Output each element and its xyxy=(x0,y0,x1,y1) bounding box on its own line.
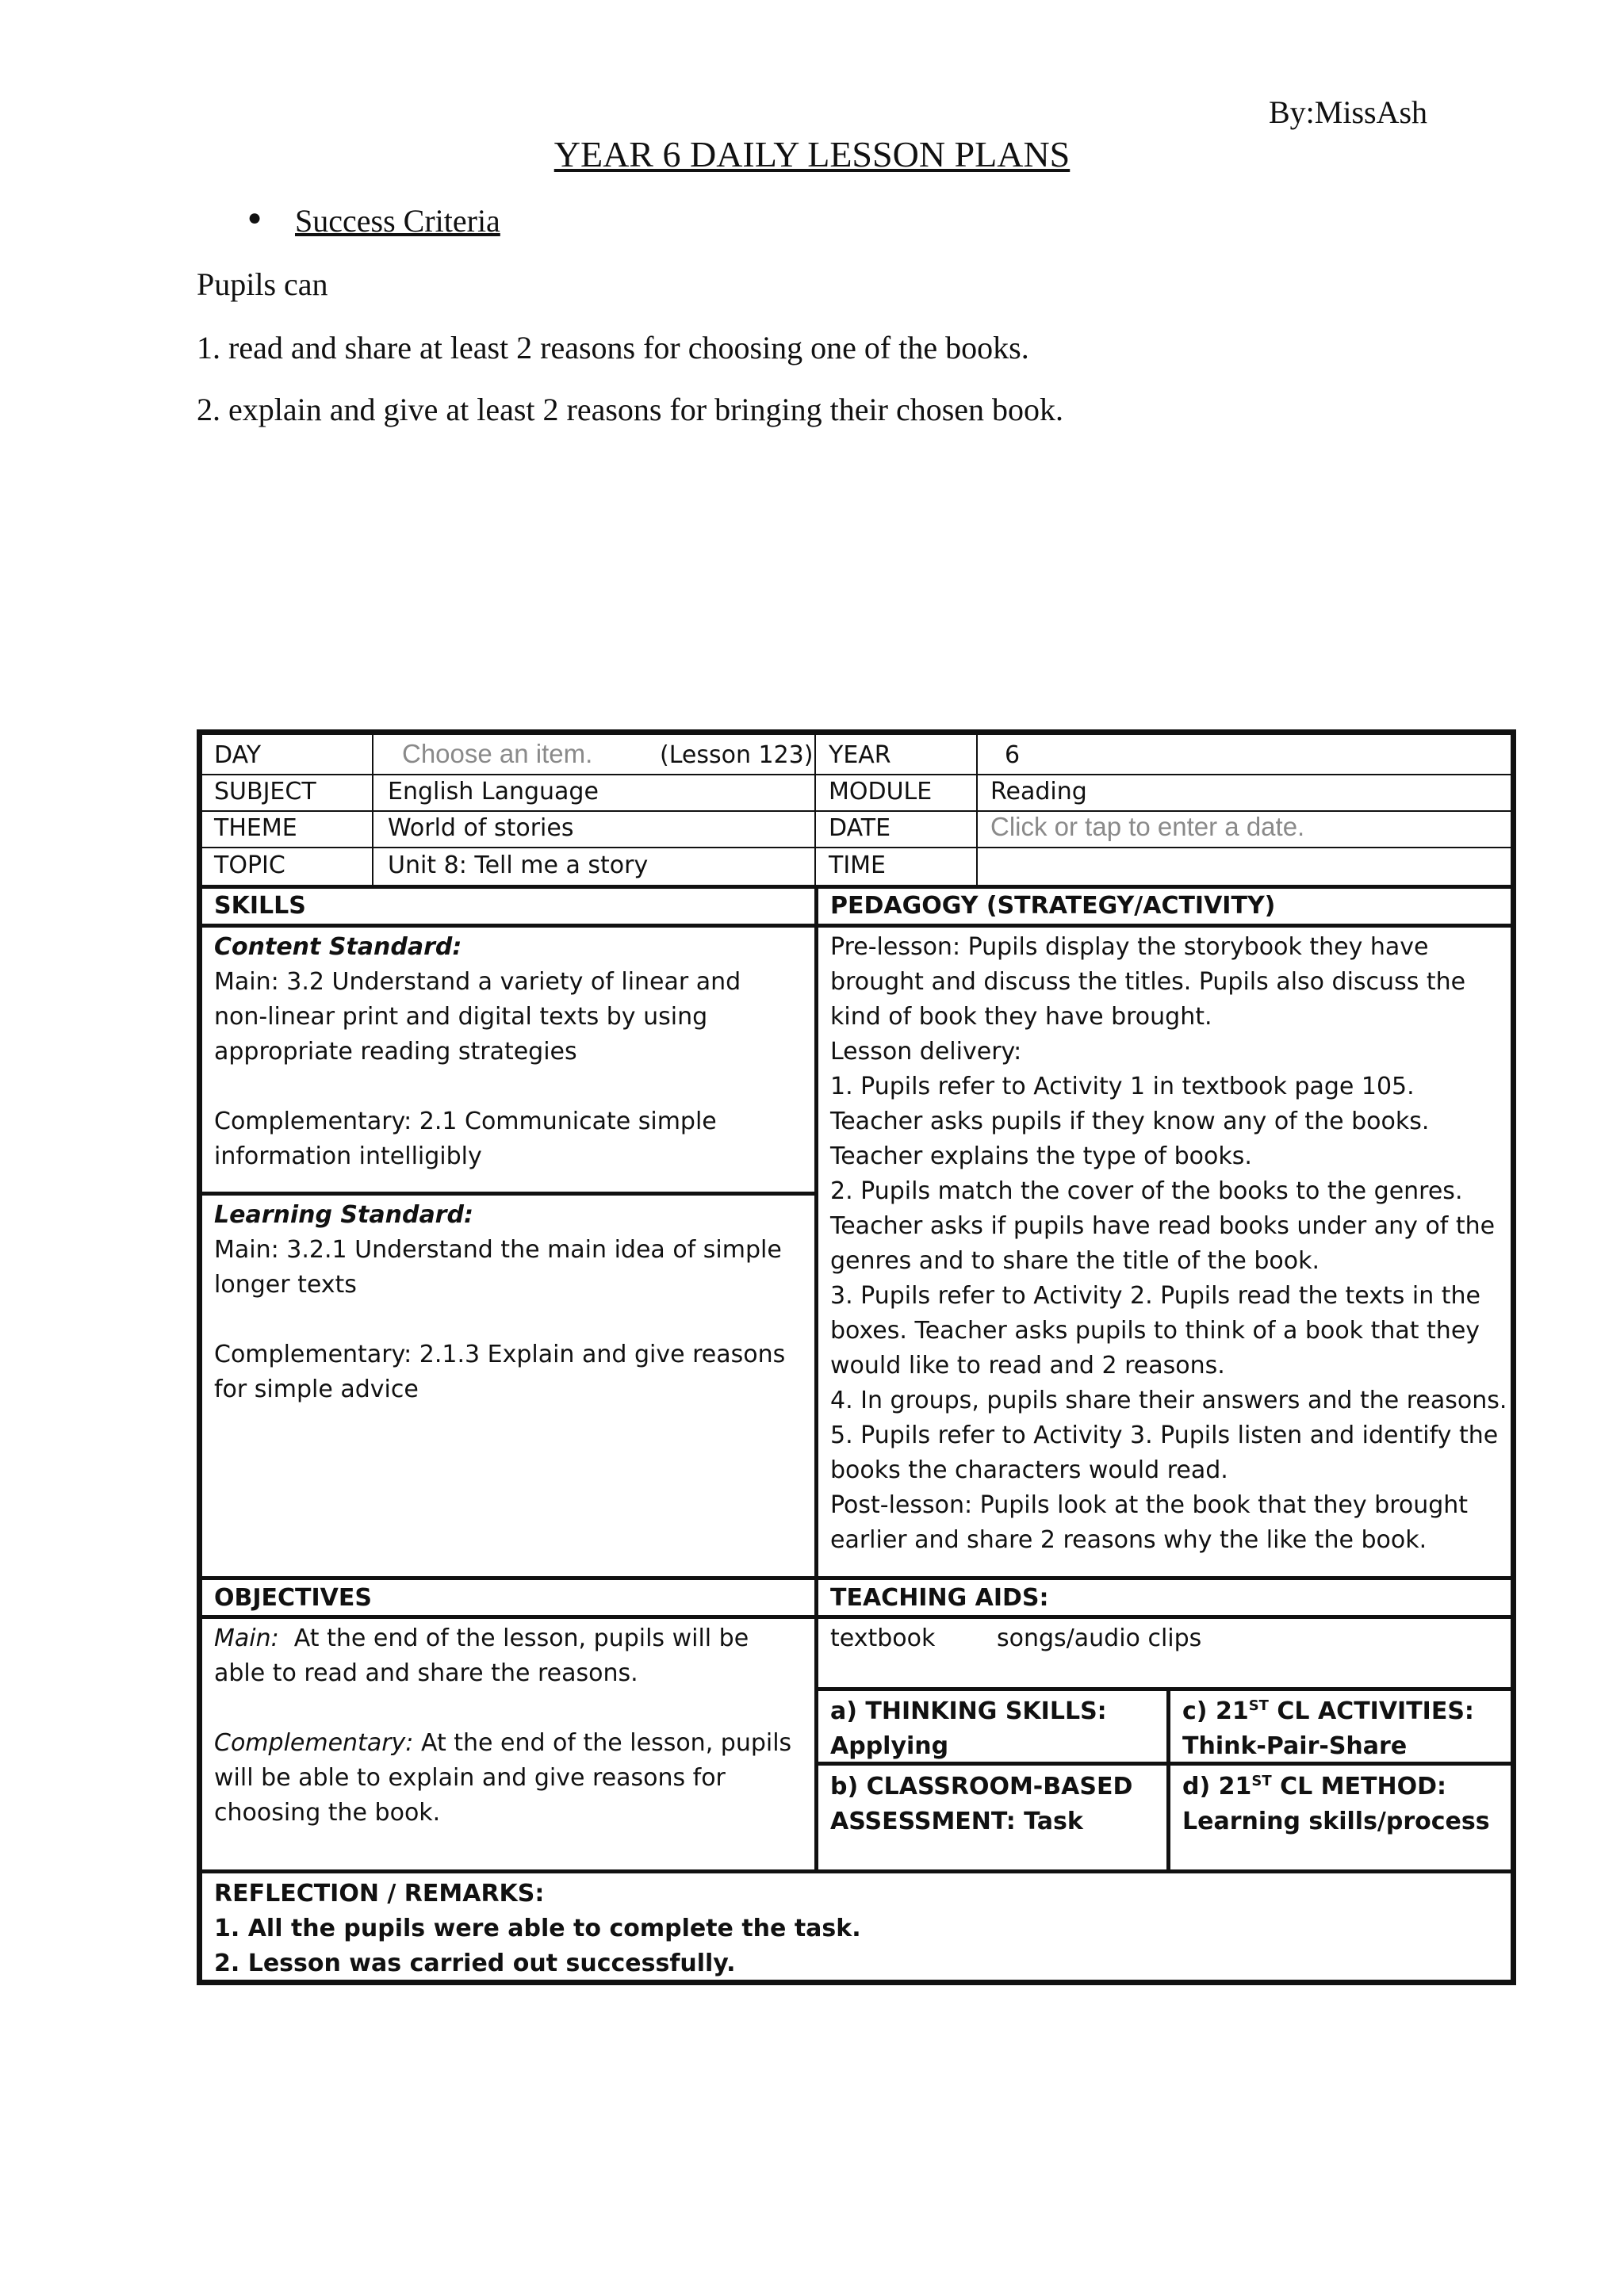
reflection-section xyxy=(214,1877,861,1981)
skills-heading: SKILLS xyxy=(214,892,306,920)
objective-main-label: Main: xyxy=(214,1624,279,1652)
teaching-aid-item: songs/audio clips xyxy=(997,1624,1202,1652)
cl-method-label: d) 21ST CL METHOD: xyxy=(1182,1773,1446,1800)
reflection-line: 1. All the pupils were able to complete the task. xyxy=(214,1915,861,1942)
cl-method-value: Learning skills/process xyxy=(1182,1808,1490,1835)
thinking-skills-value: Applying xyxy=(830,1732,949,1760)
objectives-heading: OBJECTIVES xyxy=(214,1584,372,1612)
day-select[interactable]: Choose an item. xyxy=(402,739,593,768)
row-divider xyxy=(202,924,1511,928)
day-label: DAY xyxy=(214,741,262,769)
col-divider xyxy=(814,885,818,928)
teaching-aids-heading: TEACHING AIDS: xyxy=(830,1584,1049,1612)
objective-comp-label: Complementary: xyxy=(214,1729,414,1757)
date-picker[interactable]: Click or tap to enter a date. xyxy=(990,812,1305,841)
objective-main-text: At the end of the lesson, pupils will be able to read and share the reasons. xyxy=(214,1624,756,1687)
pedagogy-line: Lesson delivery: xyxy=(830,1038,1022,1066)
subject-value: English Language xyxy=(388,778,599,806)
pedagogy-line: Pre-lesson: Pupils display the storybook they have brought and discuss the titles. Pupils also discuss the kind of book they have brought. xyxy=(830,933,1466,1031)
lesson-number: (Lesson 123) xyxy=(660,741,814,769)
year-value: 6 xyxy=(1005,741,1021,769)
assessment-label: b) CLASSROOM-BASED xyxy=(830,1773,1133,1800)
row-divider xyxy=(818,1687,1511,1691)
objective-main xyxy=(214,1621,801,1691)
criterion-item: 1. read and share at least 2 reasons for choosing one of the books. xyxy=(197,330,1029,365)
pedagogy-line: 4. In groups, pupils share their answers and the reasons. xyxy=(830,1387,1507,1414)
learning-complementary: Complementary: 2.1.3 Explain and give reasons for simple advice xyxy=(214,1341,786,1403)
assessment-box xyxy=(830,1770,1132,1839)
reflection-heading: REFLECTION / REMARKS: xyxy=(214,1880,545,1908)
pedagogy-line: 2. Pupils match the cover of the books to the genres. Teacher asks if pupils have read books under any of the genres and to share the title of the book. xyxy=(830,1177,1496,1275)
cl-activities-box xyxy=(1182,1694,1474,1764)
author-label: By:MissAsh xyxy=(1269,94,1428,130)
theme-label: THEME xyxy=(214,814,297,842)
cl-method-box xyxy=(1182,1770,1490,1839)
success-criteria-heading: Success Criteria xyxy=(295,203,500,239)
pedagogy-line: Post-lesson: Pupils look at the book that they brought earlier and share 2 reasons why the like the book. xyxy=(830,1491,1469,1554)
row-divider xyxy=(202,1576,1511,1580)
col-divider xyxy=(1166,1687,1170,1869)
cl-activities-value: Think-Pair-Share xyxy=(1182,1732,1408,1760)
thinking-skills-label: a) THINKING SKILLS: xyxy=(830,1697,1107,1725)
col-divider xyxy=(372,735,373,885)
module-value: Reading xyxy=(990,778,1087,806)
row-divider xyxy=(202,1869,1511,1873)
learning-main: Main: 3.2.1 Understand the main idea of simple longer texts xyxy=(214,1236,782,1299)
cl-activities-label: c) 21ST CL ACTIVITIES: xyxy=(1182,1697,1474,1725)
topic-label: TOPIC xyxy=(214,851,285,879)
pedagogy-line: 5. Pupils refer to Activity 3. Pupils listen and identify the books the characters would read. xyxy=(830,1422,1499,1484)
assessment-value: ASSESSMENT: Task xyxy=(830,1808,1083,1835)
content-complementary: Complementary: 2.1 Communicate simple information intelligibly xyxy=(214,1108,717,1170)
content-standard-heading: Content Standard: xyxy=(214,933,462,961)
objective-comp-text: At the end of the lesson, pupils will be able to explain and give reasons for choosing the book. xyxy=(214,1729,799,1827)
theme-value: World of stories xyxy=(388,814,574,842)
topic-value: Unit 8: Tell me a story xyxy=(388,851,649,879)
pedagogy-line: 1. Pupils refer to Activity 1 in textbook page 105. Teacher asks pupils if they know any of the books. Teacher explains the type of books. xyxy=(830,1073,1430,1170)
pedagogy-list xyxy=(830,930,1508,1558)
year-label: YEAR xyxy=(829,741,891,769)
page-title: YEAR 6 DAILY LESSON PLANS xyxy=(553,134,1071,174)
time-label: TIME xyxy=(829,851,887,879)
row-divider xyxy=(202,1192,814,1196)
col-divider xyxy=(814,928,818,1869)
content-main: Main: 3.2 Understand a variety of linear and non-linear print and digital texts by using appropriate reading strategies xyxy=(214,968,741,1066)
thinking-skills-box xyxy=(830,1694,1107,1764)
teaching-aid-item: textbook xyxy=(830,1624,936,1652)
subject-label: SUBJECT xyxy=(214,778,316,806)
lesson-plan-table xyxy=(197,729,1516,1985)
date-label: DATE xyxy=(829,814,891,842)
objective-complementary xyxy=(214,1726,801,1831)
pupils-can-text: Pupils can xyxy=(197,266,328,302)
criterion-item: 2. explain and give at least 2 reasons for bringing their chosen book. xyxy=(197,392,1064,427)
reflection-line: 2. Lesson was carried out successfully. xyxy=(214,1950,736,1977)
col-divider xyxy=(976,735,978,885)
pedagogy-heading: PEDAGOGY (STRATEGY/ACTIVITY) xyxy=(830,892,1276,920)
module-label: MODULE xyxy=(829,778,933,806)
learning-standard-heading: Learning Standard: xyxy=(214,1201,473,1229)
pedagogy-line: 3. Pupils refer to Activity 2. Pupils read the texts in the boxes. Teacher asks pupils to think of a book that they would like to read and 2 reasons. xyxy=(830,1282,1480,1380)
col-divider xyxy=(814,735,816,885)
bullet-icon: ● xyxy=(247,205,262,231)
